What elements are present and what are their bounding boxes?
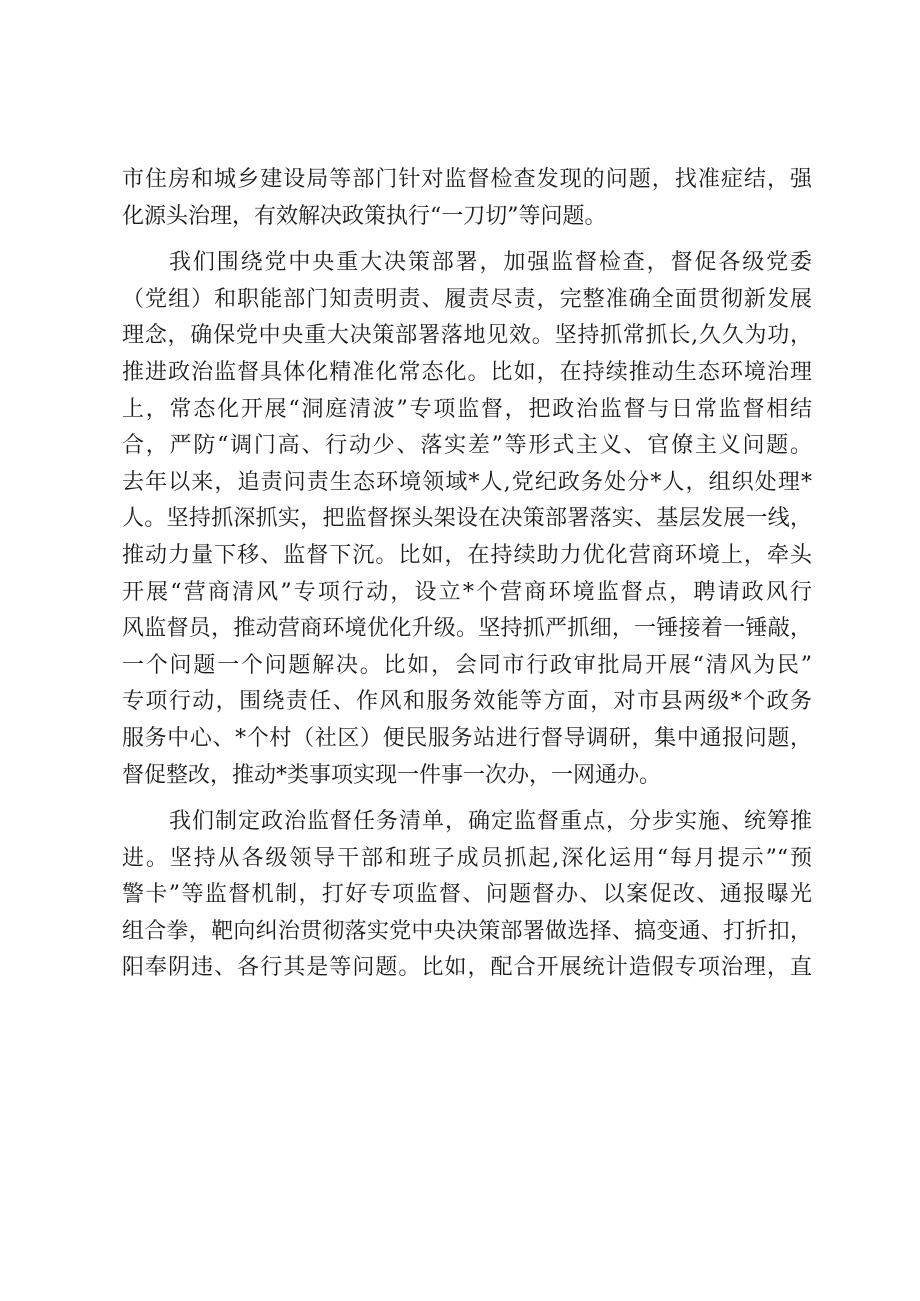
text-line: 市住房和城乡建设局等部门针对监督检查发现的问题，找准症结，强 bbox=[122, 167, 812, 192]
text-line: 我们围绕党中央重大决策部署，加强监督检查，督促各级党委 bbox=[169, 250, 812, 276]
text-line: 推进政治监督具体化精准化常态化。比如，在持续推动生态环境治理 bbox=[122, 359, 812, 385]
text-line: 上，常态化开展“洞庭清波”专项监督，把政治监督与日常监督相结 bbox=[122, 396, 812, 422]
text-line: 服务中心、*个村（社区）便民服务站进行督导调研，集中通报问题， bbox=[122, 725, 812, 751]
text-line: 人。坚持抓深抓实，把监督探头架设在决策部署落实、基层发展一线， bbox=[122, 506, 812, 532]
text-line: 去年以来，追责问责生态环境领域*人,党纪政务处分*人，组织处理* bbox=[122, 469, 812, 495]
text-line: 合，严防“调门高、行动少、落实差”等形式主义、官僚主义问题。 bbox=[122, 433, 812, 459]
paragraph-1 bbox=[122, 162, 812, 235]
text-line: 理念，确保党中央重大决策部署落地见效。坚持抓常抓长,久久为功， bbox=[122, 323, 812, 349]
text-line: 风监督员，推动营商环境优化升级。坚持抓严抓细，一锤接着一锤敲， bbox=[122, 616, 812, 642]
document-body bbox=[122, 162, 812, 987]
text-line: 化源头治理，有效解决政策执行“一刀切”等问题。 bbox=[122, 203, 607, 229]
text-line: （党组）和职能部门知责明责、履责尽责，完整准确全面贯彻新发展 bbox=[122, 286, 812, 312]
text-line: 组合拳，靶向纠治贯彻落实党中央决策部署做选择、搞变通、打折扣， bbox=[122, 918, 812, 944]
paragraph-3 bbox=[122, 804, 812, 987]
text-line: 我们制定政治监督任务清单，确定监督重点，分步实施、统筹推 bbox=[169, 809, 812, 835]
text-line: 专项行动，围绕责任、作风和服务效能等方面，对市县两级*个政务 bbox=[122, 689, 812, 715]
text-line: 警卡”等监督机制，打好专项监督、问题督办、以案促改、通报曝光 bbox=[122, 882, 812, 908]
text-line: 推动力量下移、监督下沉。比如，在持续助力优化营商环境上，牵头 bbox=[122, 542, 812, 568]
text-line: 督促整改，推动*类事项实现一件事一次办，一网通办。 bbox=[122, 762, 662, 788]
text-line: 阳奉阴违、各行其是等问题。比如，配合开展统计造假专项治理，直 bbox=[122, 955, 812, 981]
text-line: 一个问题一个问题解决。比如，会同市行政审批局开展“清风为民” bbox=[122, 652, 812, 678]
text-line: 进。坚持从各级领导干部和班子成员抓起,深化运用“每月提示”“预 bbox=[122, 845, 812, 871]
paragraph-2 bbox=[122, 245, 812, 794]
text-line: 开展“营商清风”专项行动，设立*个营商环境监督点，聘请政风行 bbox=[122, 579, 812, 605]
